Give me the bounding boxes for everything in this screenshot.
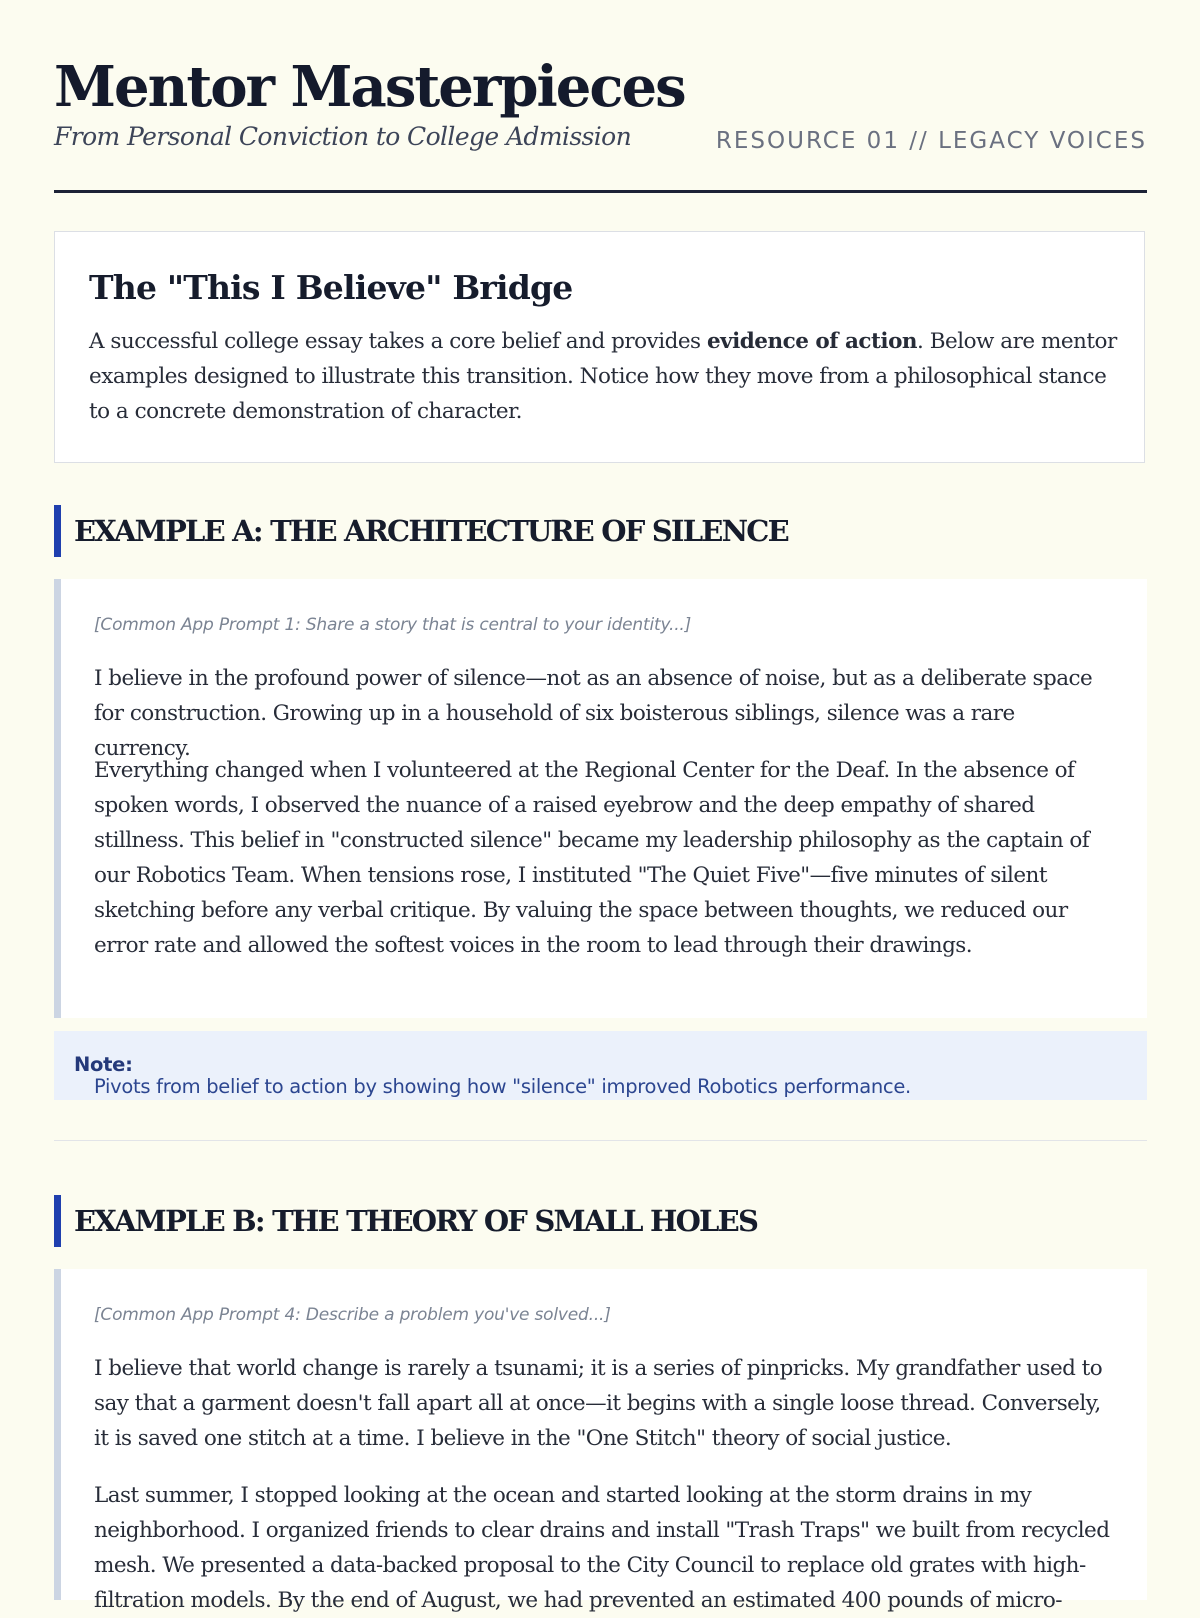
section-divider [54, 1140, 1147, 1141]
example-a-heading [54, 505, 1147, 557]
intro-body-text: A successful college essay takes a core belief and provides [89, 329, 707, 354]
page-subtitle: From Personal Conviction to College Admission [54, 122, 632, 151]
example-b-paragraph-2: Last summer, I stopped looking at the ocean and started looking at the storm drains in my neighborhood. I organized friends to clear drains and install "Trash Traps" we built from recycled mesh. We presented a data-backed proposal to the City Council to replace old grates with high-filtration models. By the end of August, we had prevented an estimated 400 pounds of micro- [94, 1483, 1110, 1613]
example-a-note [54, 1031, 1147, 1100]
intro-body-emphasis: evidence of action [706, 329, 918, 354]
intro-title: The "This I Believe" Bridge [89, 268, 573, 307]
example-b-heading [54, 1195, 1147, 1247]
intro-body [89, 324, 1119, 429]
example-a-paragraph-2: Everything changed when I volunteered at the Regional Center for the Deaf. In the absence of spoken words, I observed the nuance of a raised eyebrow and the deep empathy of shared stillness. This belief in "constructed silence" became my leadership philosophy as the captain of our Robotics Team. When tensions rose, I instituted "The Quiet Five"—five minutes of silent sketching before any verbal critique. By valuing the space between thoughts, we reduced our error rate and allowed the softest voices in the room to lead through their drawings. [94, 758, 1090, 958]
example-a-prompt: [Common App Prompt 1: Share a story that is central to your identity...] [94, 615, 692, 635]
page-title: Mentor Masterpieces [54, 54, 685, 120]
resource-tag: RESOURCE 01 // LEGACY VOICES [715, 128, 1147, 154]
example-b-prompt: [Common App Prompt 4: Describe a problem you've solved...] [94, 1305, 611, 1325]
document-content [54, 0, 1147, 1613]
note-text: Pivots from belief to action by showing how "silence" improved Robotics performance. [94, 1075, 911, 1098]
intro-card [54, 231, 1145, 463]
example-a-essay [54, 579, 1147, 1018]
example-b-essay [54, 1269, 1147, 1613]
example-b-paragraph-1: I believe that world change is rarely a tsunami; it is a series of pinpricks. My grandfather used to say that a garment doesn't fall apart all at once—it begins with a single loose thread. Conversely, it is saved one stitch at a time. I believe in the "One Stitch" theory of social justice. [94, 1356, 1103, 1451]
example-a-heading-text: EXAMPLE A: THE ARCHITECTURE OF SILENCE [74, 514, 788, 548]
note-label: Note: [74, 1053, 133, 1076]
page-header [54, 0, 1147, 193]
example-a-paragraph-1: I believe in the profound power of silence—not as an absence of noise, but as a deliberate space for construction. Growing up in a household of six boisterous siblings, silence was a rare currency. [94, 666, 1093, 761]
example-a-note-content [74, 1053, 911, 1098]
example-b-heading-text: EXAMPLE B: THE THEORY OF SMALL HOLES [74, 1204, 758, 1238]
intro-body-text-end: . Below are mentor examples designed to illustrate this transition. Notice how they move from a philosophical stance to a concrete demonstration of character. [89, 329, 1117, 424]
